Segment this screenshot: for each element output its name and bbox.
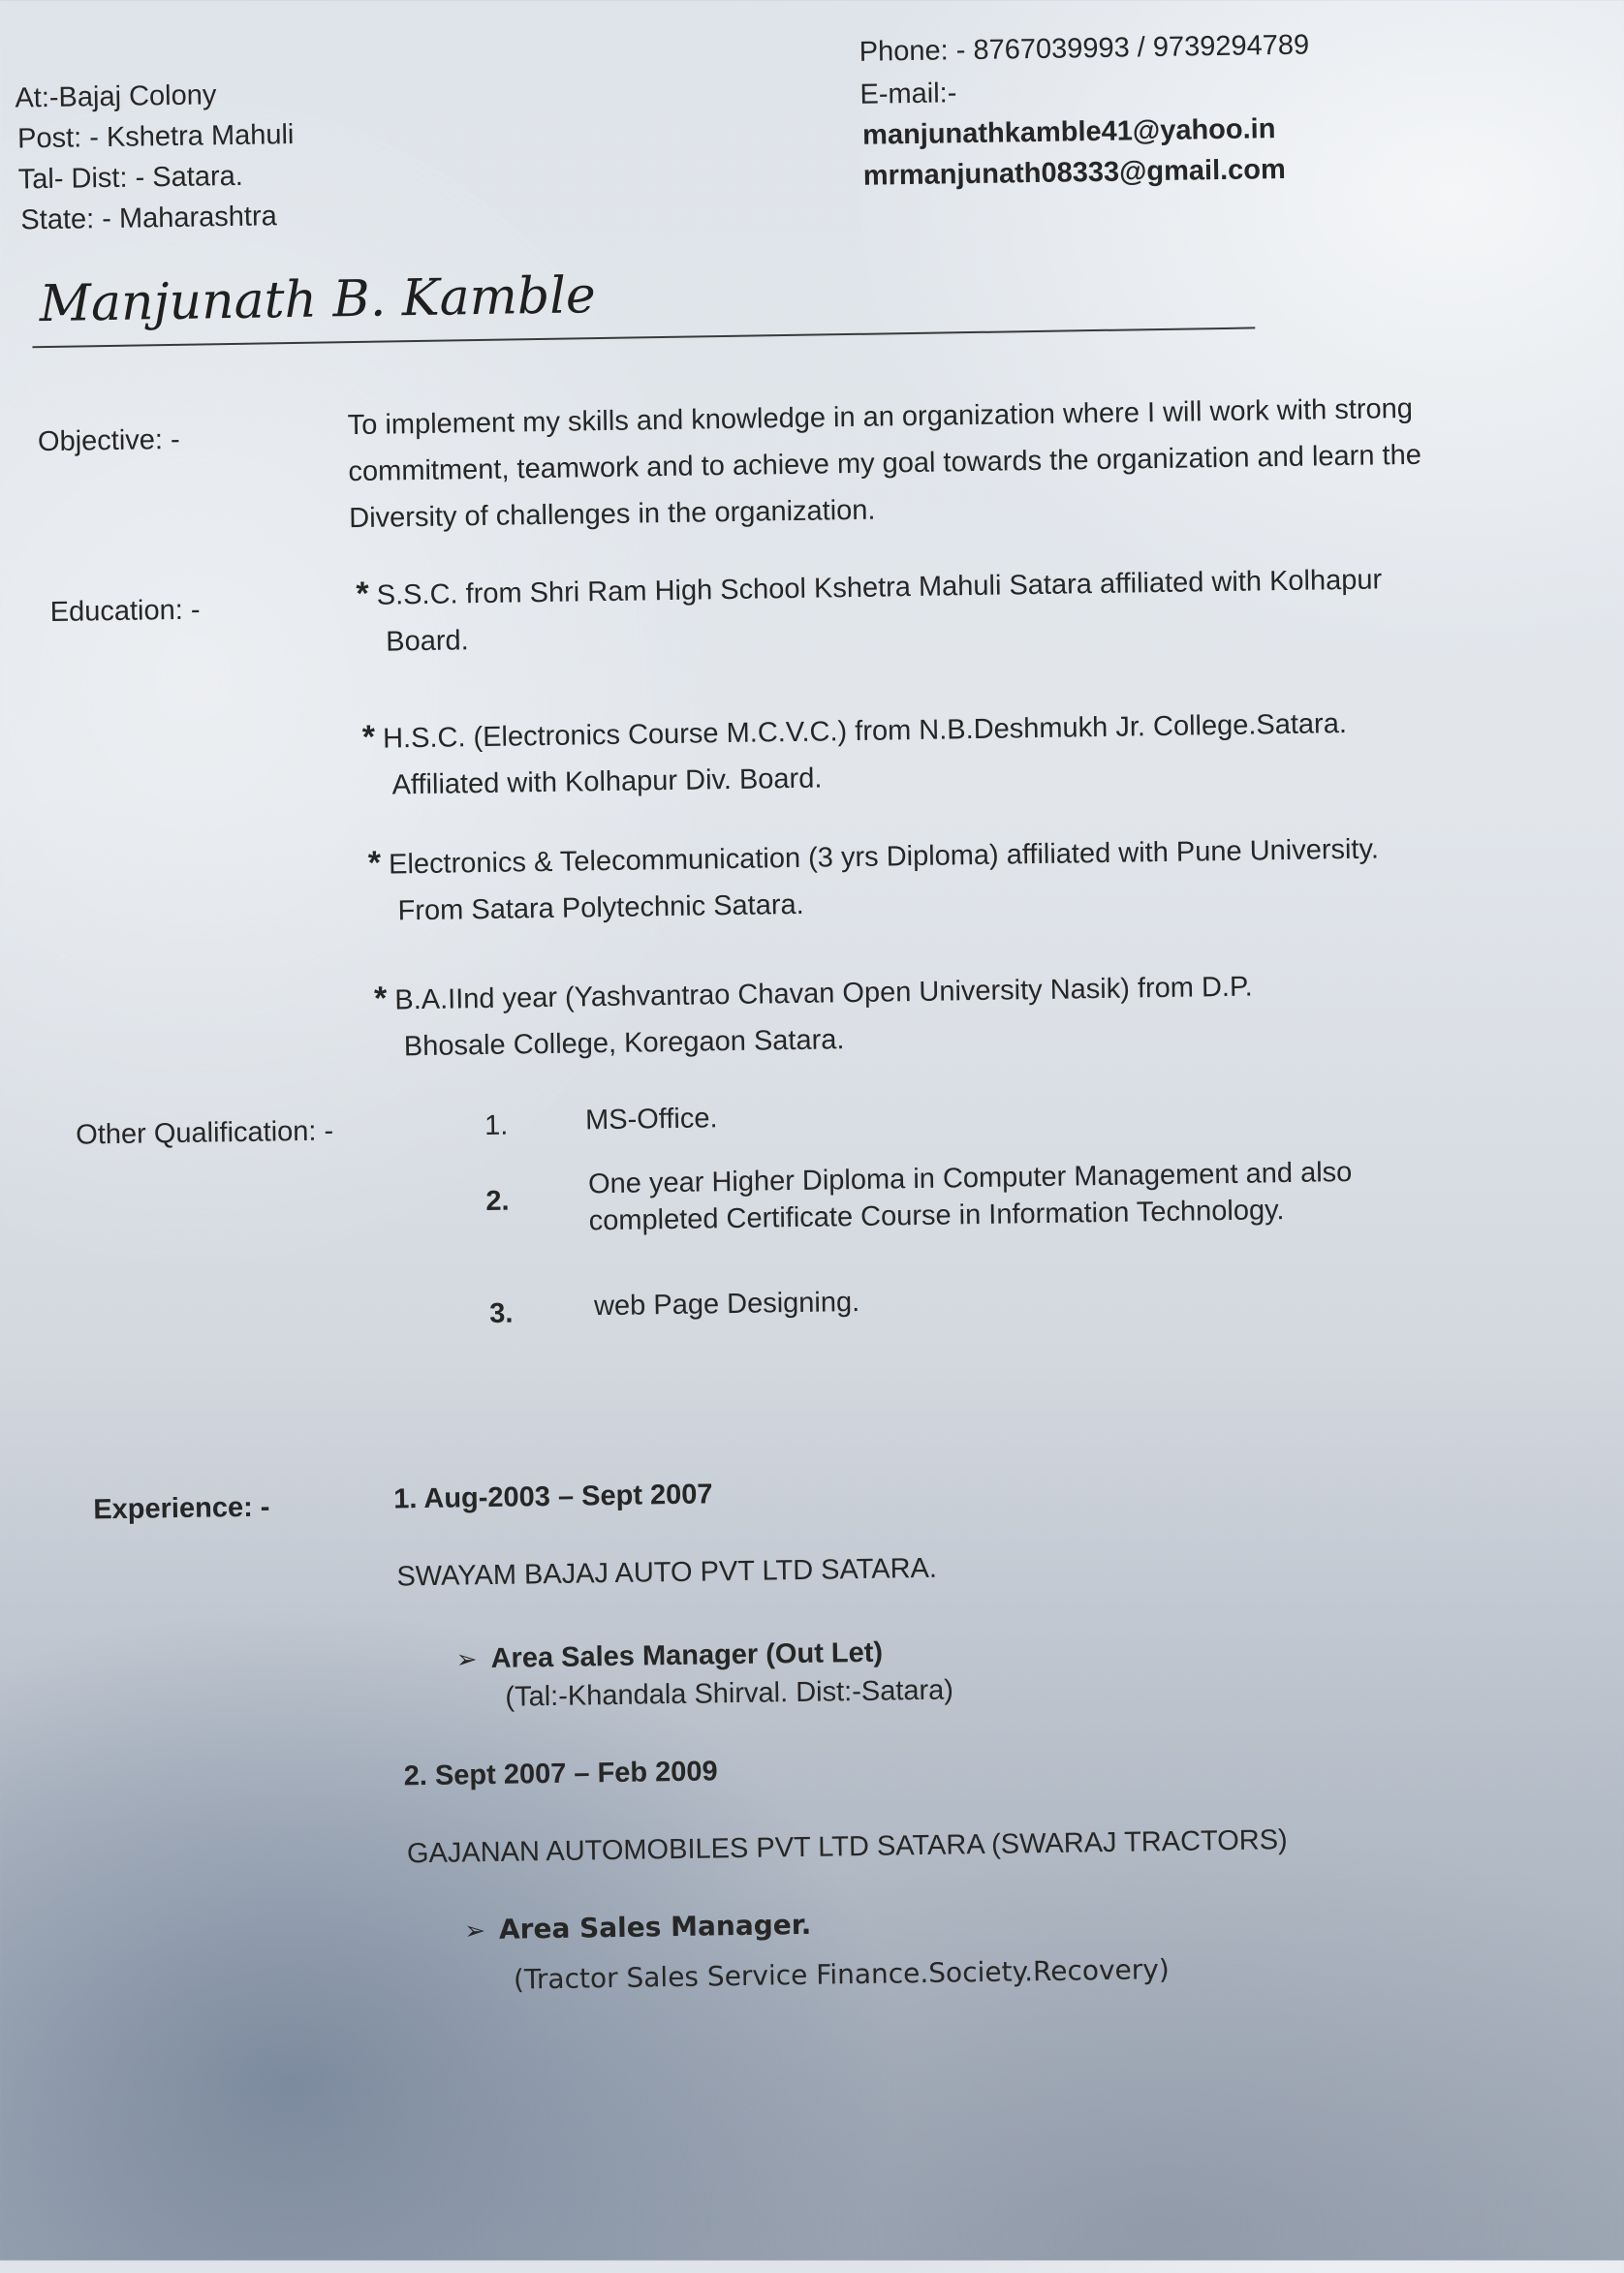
education-line: Affiliated with Kolhapur Div. Board. bbox=[391, 763, 823, 801]
job-detail: (Tal:-Khandala Shirval. Dist:-Satara) bbox=[505, 1674, 954, 1713]
address-line: At:-Bajaj Colony bbox=[15, 79, 217, 114]
objective-line: Diversity of challenges in the organization. bbox=[349, 494, 876, 535]
email-link[interactable]: mrmanjunath08333@gmail.com bbox=[862, 153, 1287, 192]
job-company: SWAYAM BAJAJ AUTO PVT LTD SATARA. bbox=[396, 1552, 938, 1593]
arrow-bullet-icon: ➢ bbox=[463, 1915, 486, 1946]
job-role-title: Area Sales Manager (Out Let) bbox=[490, 1636, 884, 1674]
email-link[interactable]: manjunathkamble41@yahoo.in bbox=[861, 113, 1276, 151]
bullet-icon: * bbox=[361, 718, 376, 756]
education-line: B.A.IInd year (Yashvantrao Chavan Open University Nasik) from D.P. bbox=[394, 971, 1253, 1016]
education-line: S.S.C. from Shri Ram High School Kshetra Mahuli Satara affiliated with Kolhapur bbox=[376, 564, 1383, 611]
job-detail: (Tractor Sales Service Finance.Society.Recovery) bbox=[513, 1953, 1171, 1996]
education-item bbox=[361, 695, 1583, 809]
job-role bbox=[464, 1909, 812, 1947]
arrow-bullet-icon: ➢ bbox=[455, 1644, 478, 1674]
address-line: Post: - Kshetra Mahuli bbox=[16, 118, 295, 155]
qualification-number: 2. bbox=[485, 1185, 510, 1218]
job-period: 1. Aug-2003 – Sept 2007 bbox=[392, 1479, 713, 1515]
job-period: 2. Sept 2007 – Feb 2009 bbox=[403, 1756, 718, 1792]
phone-text: Phone: - 8767039993 / 9739294789 bbox=[859, 29, 1310, 68]
education-label: Education: - bbox=[49, 594, 201, 629]
qualification-number: 1. bbox=[484, 1109, 509, 1142]
candidate-name: Manjunath B. Kamble bbox=[39, 266, 597, 334]
objective-line: commitment, teamwork and to achieve my goal towards the organization and learn the bbox=[348, 439, 1422, 488]
education-line: Bhosale College, Koregaon Satara. bbox=[403, 1024, 845, 1063]
education-item bbox=[374, 956, 1596, 1071]
education-item bbox=[356, 551, 1577, 666]
bullet-icon: * bbox=[356, 575, 370, 613]
address-line: State: - Maharashtra bbox=[20, 201, 277, 236]
job-role bbox=[456, 1636, 884, 1677]
qualification-text: web Page Designing. bbox=[593, 1286, 860, 1323]
experience-label: Experience: - bbox=[93, 1491, 270, 1526]
objective-label: Objective: - bbox=[37, 423, 180, 458]
job-role-title: Area Sales Manager. bbox=[498, 1908, 812, 1946]
qualification-line: completed Certificate Course in Information Technology. bbox=[588, 1195, 1285, 1237]
bullet-icon: * bbox=[373, 980, 388, 1017]
email-label: E-mail:- bbox=[859, 78, 957, 110]
education-line: Electronics & Telecommunication (3 yrs Diploma) affiliated with Pune University. bbox=[388, 833, 1380, 881]
education-line: H.S.C. (Electronics Course M.C.V.C.) from N.B.Deshmukh Jr. College.Satara. bbox=[382, 708, 1348, 755]
bullet-icon: * bbox=[367, 844, 382, 882]
education-line: From Satara Polytechnic Satara. bbox=[397, 888, 804, 927]
education-line: Board. bbox=[386, 625, 469, 658]
address-line: Tal- Dist: - Satara. bbox=[17, 160, 244, 196]
objective-text bbox=[347, 383, 1570, 542]
qualification-text bbox=[588, 1154, 1353, 1239]
job-company: GAJANAN AUTOMOBILES PVT LTD SATARA (SWARAJ TRACTORS) bbox=[406, 1824, 1288, 1870]
qualification-line: One year Higher Diploma in Computer Management and also bbox=[587, 1156, 1353, 1200]
qualification-text: MS-Office. bbox=[584, 1103, 718, 1136]
qualification-number: 3. bbox=[488, 1297, 514, 1329]
objective-line: To implement my skills and knowledge in an organization where I will work with strong bbox=[347, 392, 1414, 442]
education-item bbox=[367, 821, 1589, 935]
other-qualification-label: Other Qualification: - bbox=[75, 1115, 334, 1151]
